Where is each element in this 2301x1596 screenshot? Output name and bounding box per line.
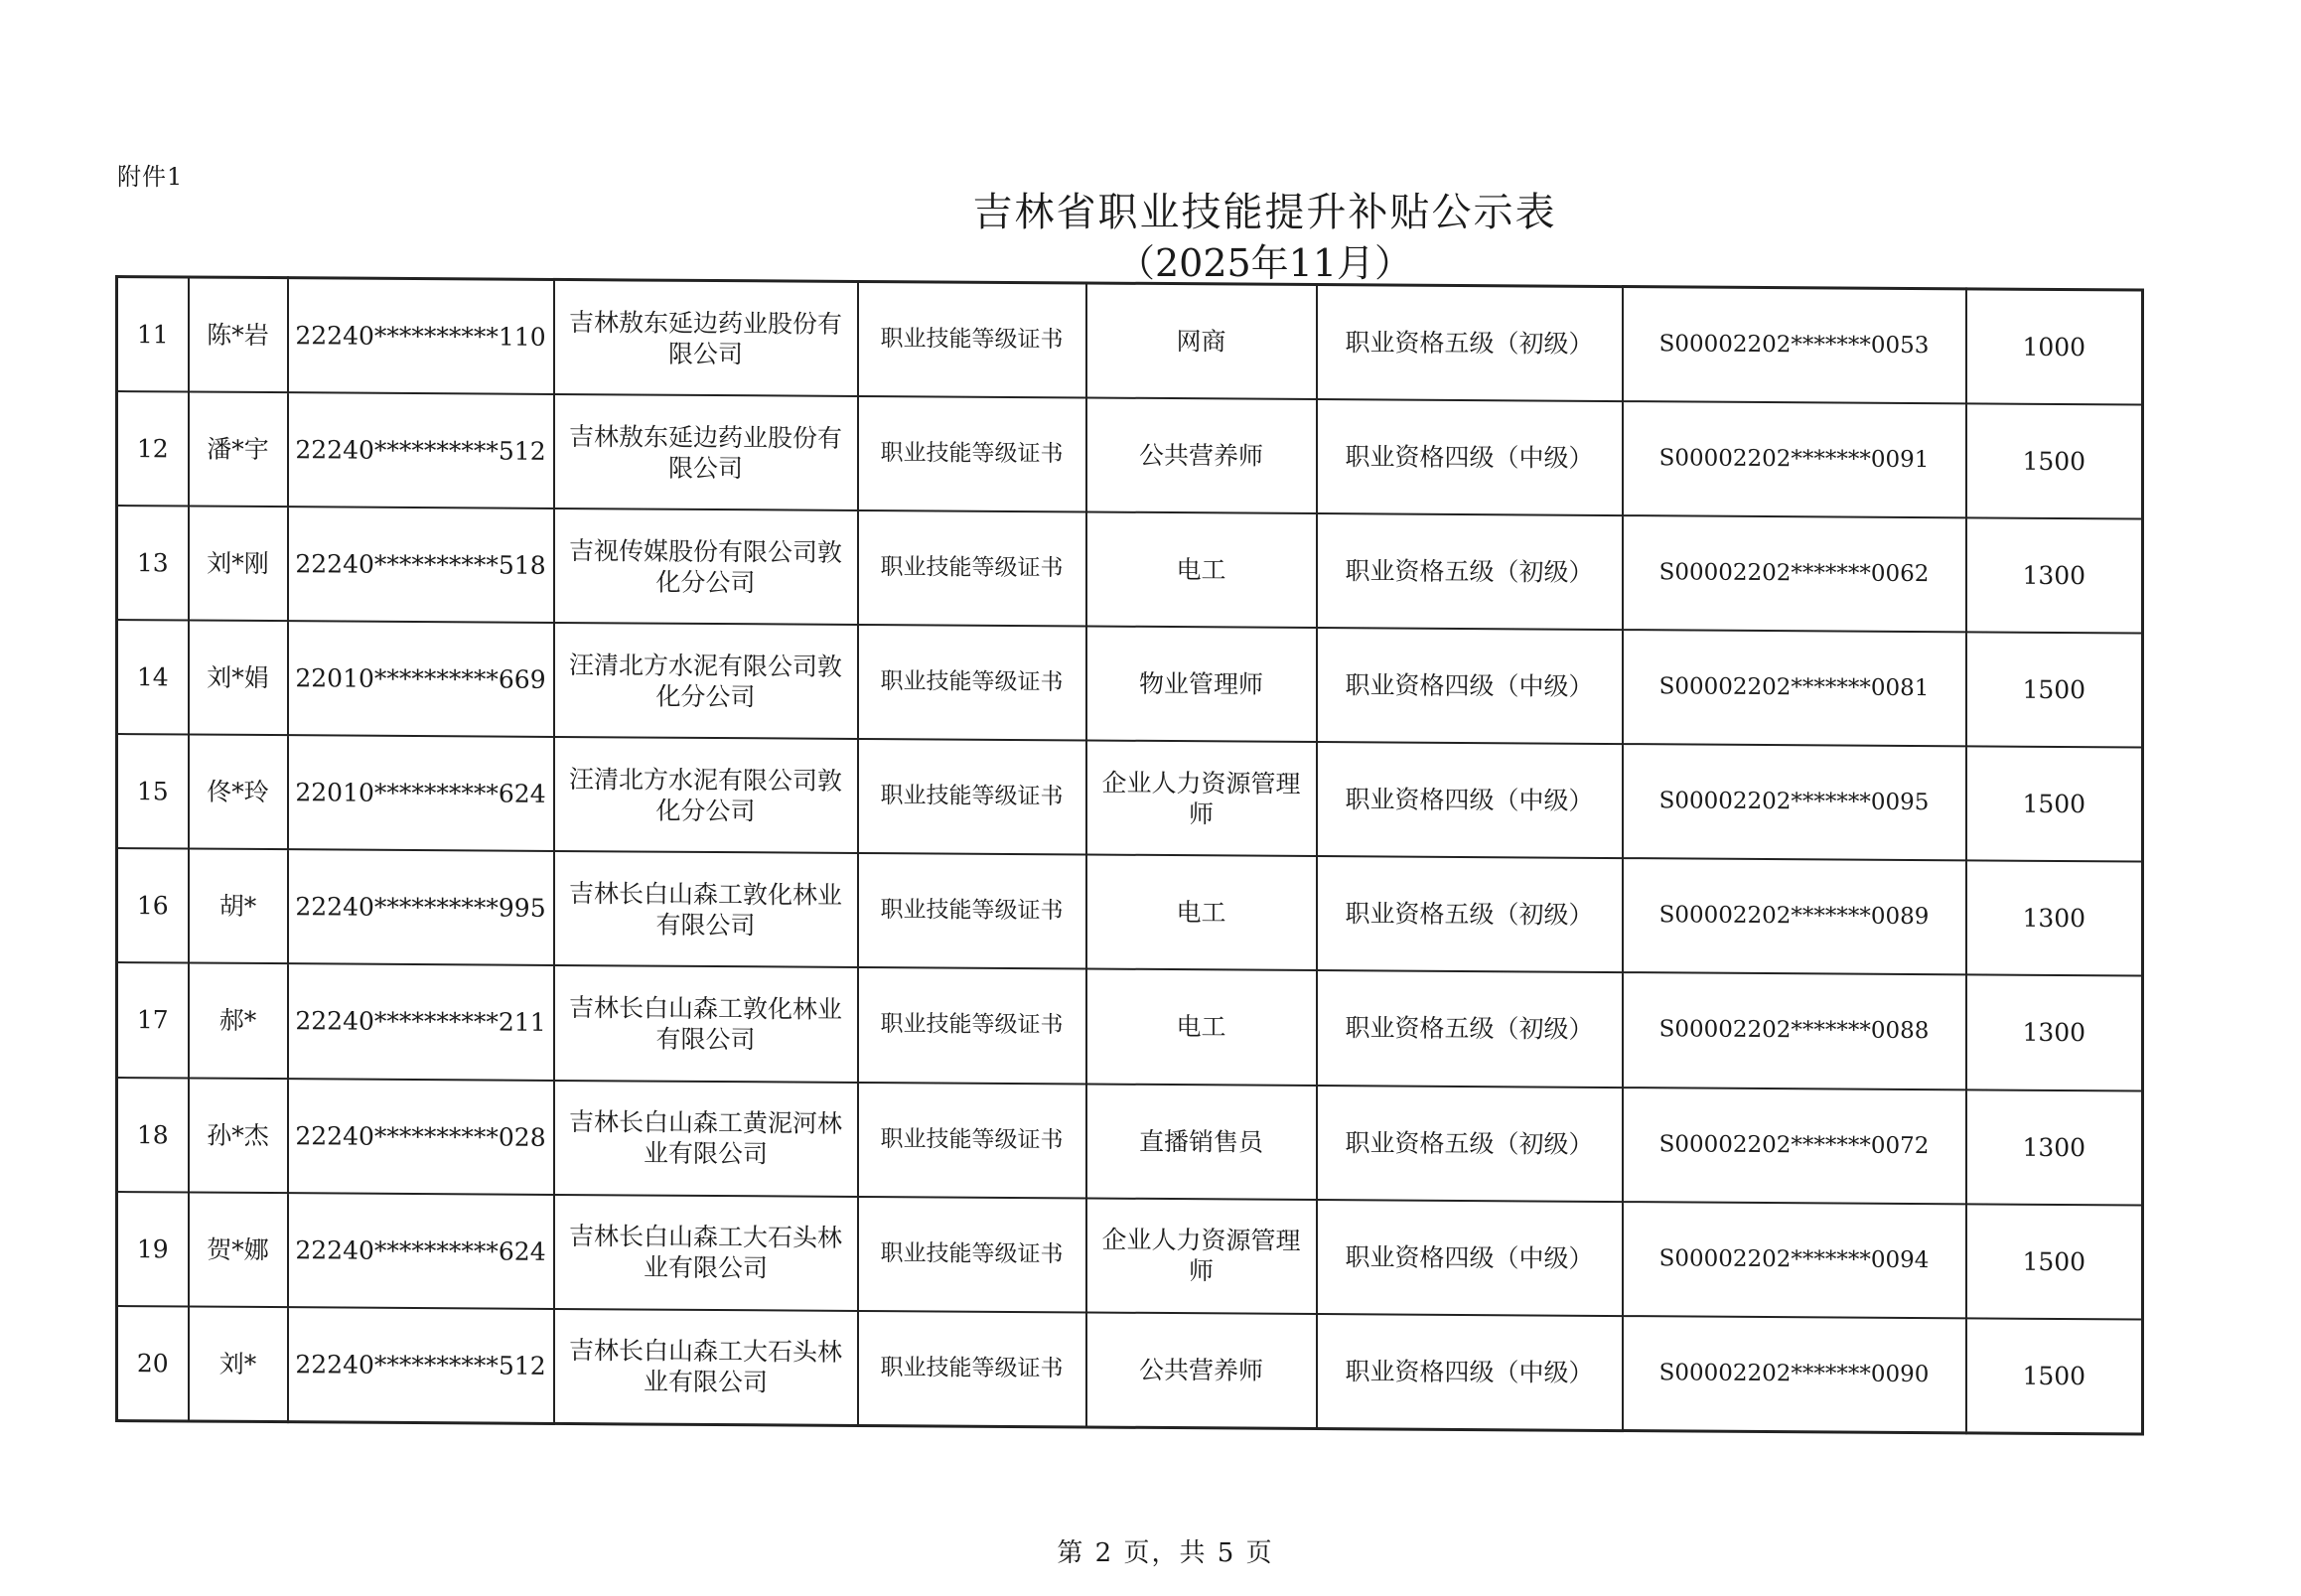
company-name: 吉林敖东延边药业股份有限公司 xyxy=(554,394,858,510)
certificate-number: S00002202*******0081 xyxy=(1623,631,1966,747)
occupation: 电工 xyxy=(1086,969,1317,1086)
person-name: 陈*岩 xyxy=(189,277,288,393)
qualification-level: 职业资格五级（初级） xyxy=(1317,1086,1623,1202)
table-row xyxy=(117,962,2143,1090)
id-number: 22240**********518 xyxy=(288,508,554,624)
qualification-level: 职业资格四级（中级） xyxy=(1317,1200,1623,1316)
table-row xyxy=(117,734,2143,862)
row-number: 11 xyxy=(117,277,189,392)
table-row xyxy=(117,1078,2143,1206)
company-name: 吉林长白山森工黄泥河林业有限公司 xyxy=(554,1080,858,1196)
certificate-type: 职业技能等级证书 xyxy=(858,1310,1086,1426)
subsidy-amount: 1500 xyxy=(1966,747,2143,862)
qualification-level: 职业资格四级（中级） xyxy=(1317,628,1623,744)
table-row xyxy=(117,1306,2143,1434)
table-row xyxy=(117,848,2143,976)
certificate-number: S00002202*******0088 xyxy=(1623,973,1966,1089)
id-number: 22240**********512 xyxy=(288,1307,554,1424)
certificate-type: 职业技能等级证书 xyxy=(858,281,1086,397)
table-row xyxy=(117,506,2143,634)
person-name: 郝* xyxy=(189,963,288,1079)
attachment-label: 附件1 xyxy=(117,163,184,191)
subsidy-amount: 1500 xyxy=(1966,1318,2143,1434)
company-name: 汪清北方水泥有限公司敦化分公司 xyxy=(554,623,858,739)
subsidy-table xyxy=(115,275,2144,1436)
person-name: 胡* xyxy=(189,849,288,964)
qualification-level: 职业资格五级（初级） xyxy=(1317,856,1623,972)
occupation: 企业人力资源管理师 xyxy=(1086,1198,1317,1314)
subsidy-amount: 1500 xyxy=(1966,1204,2143,1319)
person-name: 刘* xyxy=(189,1306,288,1422)
occupation: 物业管理师 xyxy=(1086,627,1317,743)
certificate-number: S00002202*******0053 xyxy=(1623,287,1966,404)
certificate-type: 职业技能等级证书 xyxy=(858,1082,1086,1198)
row-number: 15 xyxy=(117,734,189,848)
qualification-level: 职业资格四级（中级） xyxy=(1317,1314,1623,1431)
table-body xyxy=(117,277,2143,1435)
certificate-number: S00002202*******0094 xyxy=(1623,1202,1966,1318)
id-number: 22240**********512 xyxy=(288,393,554,509)
id-number: 22240**********028 xyxy=(288,1079,554,1195)
row-number: 19 xyxy=(117,1192,189,1306)
id-number: 22240**********211 xyxy=(288,964,554,1081)
certificate-type: 职业技能等级证书 xyxy=(858,967,1086,1084)
person-name: 佟*玲 xyxy=(189,735,288,850)
table-row xyxy=(117,1192,2143,1320)
row-number: 16 xyxy=(117,848,189,962)
page-subtitle: （2025年11月） xyxy=(1116,241,1413,285)
certificate-type: 职业技能等级证书 xyxy=(858,625,1086,741)
certificate-number: S00002202*******0095 xyxy=(1623,745,1966,861)
table-row xyxy=(117,277,2143,405)
page-footer: 第 2 页，共 5 页 xyxy=(1057,1538,1274,1568)
company-name: 吉视传媒股份有限公司敦化分公司 xyxy=(554,508,858,625)
occupation: 公共营养师 xyxy=(1086,398,1317,514)
certificate-type: 职业技能等级证书 xyxy=(858,510,1086,627)
id-number: 22240**********110 xyxy=(288,278,554,395)
company-name: 吉林长白山森工敦化林业有限公司 xyxy=(554,965,858,1082)
id-number: 22010**********669 xyxy=(288,622,554,738)
person-name: 贺*娜 xyxy=(189,1192,288,1307)
certificate-number: S00002202*******0091 xyxy=(1623,401,1966,517)
qualification-level: 职业资格五级（初级） xyxy=(1317,513,1623,630)
certificate-number: S00002202*******0089 xyxy=(1623,859,1966,975)
company-name: 吉林敖东延边药业股份有限公司 xyxy=(554,279,858,396)
certificate-type: 职业技能等级证书 xyxy=(858,1196,1086,1312)
row-number: 12 xyxy=(117,391,189,506)
certificate-type: 职业技能等级证书 xyxy=(858,396,1086,512)
id-number: 22240**********624 xyxy=(288,1193,554,1309)
qualification-level: 职业资格四级（中级） xyxy=(1317,742,1623,858)
person-name: 孙*杰 xyxy=(189,1078,288,1193)
qualification-level: 职业资格五级（初级） xyxy=(1317,971,1623,1088)
certificate-number: S00002202*******0072 xyxy=(1623,1088,1966,1204)
subsidy-amount: 1500 xyxy=(1966,633,2143,748)
certificate-type: 职业技能等级证书 xyxy=(858,853,1086,969)
subsidy-table-wrapper xyxy=(115,275,2141,1436)
id-number: 22240**********995 xyxy=(288,850,554,966)
company-name: 吉林长白山森工敦化林业有限公司 xyxy=(554,851,858,967)
subsidy-amount: 1300 xyxy=(1966,861,2143,976)
company-name: 吉林长白山森工大石头林业有限公司 xyxy=(554,1308,858,1425)
occupation: 企业人力资源管理师 xyxy=(1086,741,1317,857)
certificate-number: S00002202*******0062 xyxy=(1623,515,1966,632)
subsidy-amount: 1300 xyxy=(1966,975,2143,1090)
row-number: 20 xyxy=(117,1306,189,1421)
subsidy-amount: 1300 xyxy=(1966,518,2143,634)
certificate-type: 职业技能等级证书 xyxy=(858,739,1086,855)
occupation: 电工 xyxy=(1086,512,1317,629)
person-name: 刘*刚 xyxy=(189,507,288,622)
person-name: 潘*宇 xyxy=(189,392,288,508)
company-name: 汪清北方水泥有限公司敦化分公司 xyxy=(554,737,858,853)
id-number: 22010**********624 xyxy=(288,736,554,852)
certificate-number: S00002202*******0090 xyxy=(1623,1316,1966,1433)
occupation: 电工 xyxy=(1086,855,1317,971)
person-name: 刘*娟 xyxy=(189,621,288,736)
occupation: 公共营养师 xyxy=(1086,1312,1317,1429)
row-number: 18 xyxy=(117,1078,189,1192)
subsidy-amount: 1000 xyxy=(1966,289,2143,405)
subsidy-amount: 1500 xyxy=(1966,404,2143,519)
occupation: 直播销售员 xyxy=(1086,1084,1317,1200)
page-title: 吉林省职业技能提升补贴公示表 xyxy=(972,190,1557,235)
occupation: 网商 xyxy=(1086,283,1317,399)
qualification-level: 职业资格五级（初级） xyxy=(1317,285,1623,402)
company-name: 吉林长白山森工大石头林业有限公司 xyxy=(554,1194,858,1310)
row-number: 17 xyxy=(117,962,189,1077)
table-row xyxy=(117,620,2143,748)
row-number: 13 xyxy=(117,506,189,620)
table-row xyxy=(117,391,2143,519)
row-number: 14 xyxy=(117,620,189,734)
qualification-level: 职业资格四级（中级） xyxy=(1317,399,1623,515)
subsidy-amount: 1300 xyxy=(1966,1089,2143,1205)
